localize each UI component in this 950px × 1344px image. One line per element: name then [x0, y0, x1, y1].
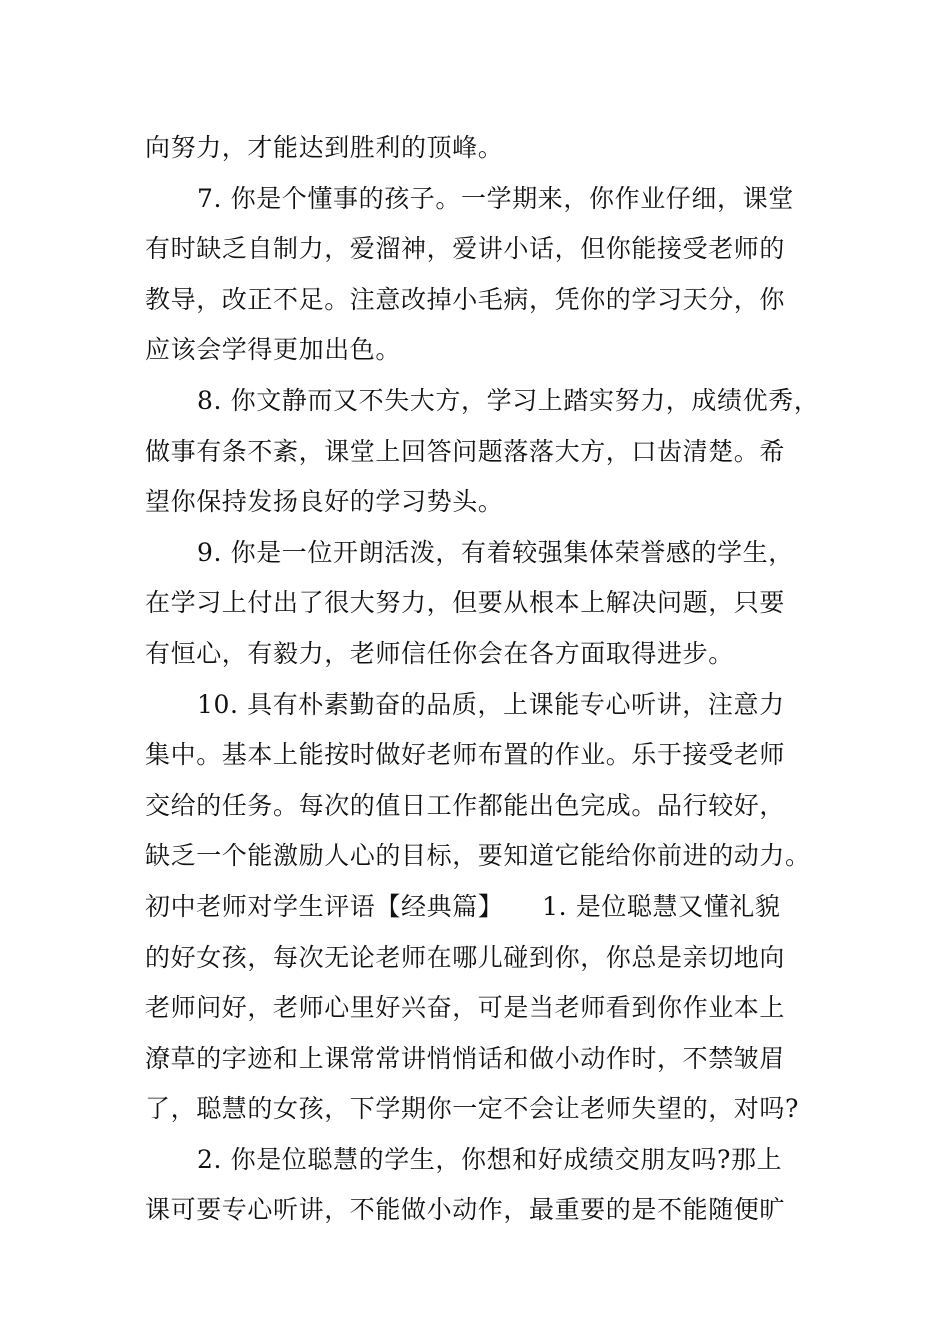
- text-line: 2. 你是位聪慧的学生，你想和好成绩交朋友吗?那上: [197, 1144, 783, 1174]
- text-line: 集中。基本上能按时做好老师布置的作业。乐于接受老师: [145, 740, 786, 770]
- text-line: 课可要专心听讲，不能做小动作，最重要的是不能随便旷: [145, 1195, 786, 1225]
- text-line: 望你保持发扬良好的学习势头。: [145, 487, 504, 517]
- section-heading-line: 初中老师对学生评语【经典篇】 1. 是位聪慧又懂礼貌: [145, 891, 781, 921]
- text-line: 的好女孩，每次无论老师在哪儿碰到你，你总是亲切地向: [145, 942, 786, 972]
- text-line: 9. 你是一位开朗活泼，有着较强集体荣誉感的学生，: [197, 537, 794, 567]
- text-line: 做事有条不紊，课堂上回答问题落落大方，口齿清楚。希: [145, 436, 786, 466]
- text-line: 缺乏一个能激励人心的目标，要知道它能给你前进的动力。: [145, 841, 811, 871]
- text-line: 了，聪慧的女孩，下学期你一定不会让老师失望的，对吗?: [145, 1094, 800, 1124]
- text-line: 教导，改正不足。注意改掉小毛病，凭你的学习天分，你: [145, 284, 786, 314]
- text-line: 向努力，才能达到胜利的顶峰。: [145, 133, 504, 162]
- text-line: 10. 具有朴素勤奋的品质，上课能专心听讲，注意力: [197, 689, 785, 719]
- text-line: 有时缺乏自制力，爱溜神，爱讲小话，但你能接受老师的: [145, 234, 786, 264]
- text-line: 7. 你是个懂事的孩子。一学期来，你作业仔细，课堂: [197, 183, 794, 213]
- text-line: 在学习上付出了很大努力，但要从根本上解决问题，只要: [145, 588, 786, 618]
- text-line: 交给的任务。每次的值日工作都能出色完成。品行较好，: [145, 790, 786, 820]
- text-line: 有恒心，有毅力，老师信任你会在各方面取得进步。: [145, 638, 734, 668]
- text-line: 应该会学得更加出色。: [145, 335, 402, 365]
- text-line: 潦草的字迹和上课常常讲悄悄话和做小动作时，不禁皱眉: [145, 1043, 786, 1073]
- text-line: 老师问好，老师心里好兴奋，可是当老师看到你作业本上: [145, 993, 786, 1023]
- document-body: [145, 123, 820, 1236]
- text-line: 8. 你文静而又不失大方，学习上踏实努力，成绩优秀，: [197, 385, 820, 415]
